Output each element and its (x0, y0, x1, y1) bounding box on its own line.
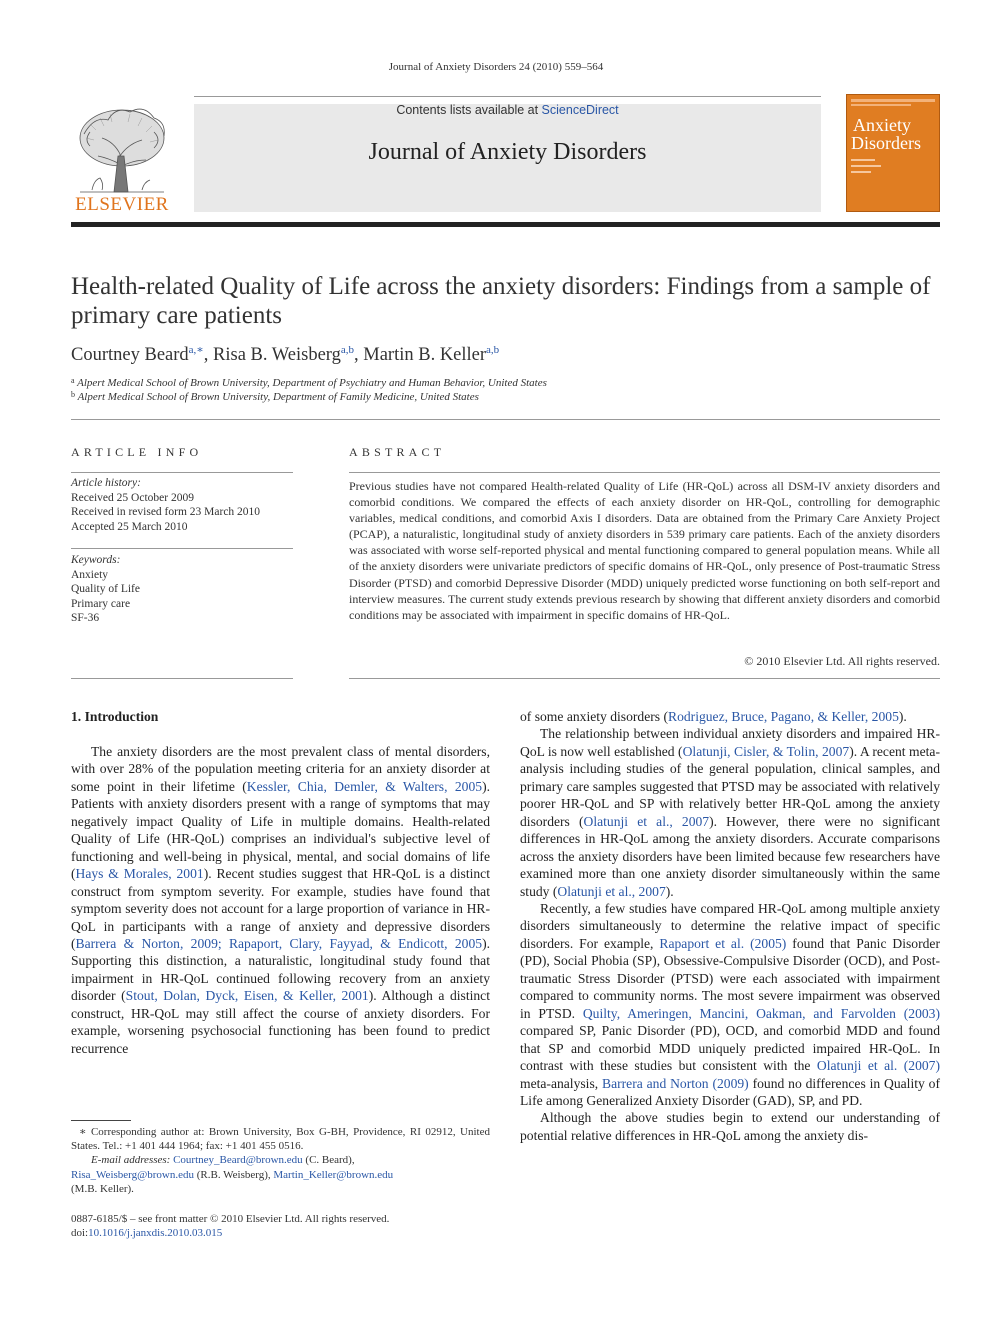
citation-link[interactable]: Olatunji, Cisler, & Tolin, 2007 (682, 743, 850, 759)
doi-link[interactable]: 10.1016/j.janxdis.2010.03.015 (88, 1227, 223, 1239)
paragraph-text: ). Recent studies suggest that HR-QoL is a distinct construct from symptom severity. For example, studies have found that symptom severity does not account for a large proportion of variance in HR-QoL in participants with a range of anxiety and depressive disorders ( (71, 866, 490, 951)
abstract-heading: ABSTRACT (349, 445, 446, 459)
paragraph-text: meta-analysis, (520, 1075, 602, 1091)
paragraph-text: ). However, there were no significant differences in HR-QoL among the anxiety disorders. Accurate comparisons across the anxiety disorders have been limited because few researchers have examined more than one anxiety disorder simultaneously within the same study ( (520, 813, 940, 899)
paragraph-text: The anxiety disorders are the most prevalent class of mental disorders, with over 28% of the population meeting criteria for an anxiety disorder at some point in their lifetime ( (71, 744, 490, 794)
article-title: Health-related Quality of Life across the anxiety disorders: Findings from a sample of primary care patients (71, 273, 931, 329)
header-top-rule (194, 96, 821, 97)
keyword: SF-36 (71, 612, 100, 625)
paragraph (520, 900, 940, 1109)
affiliation-a: $^a$ Alpert Medical School of Brown University, Department of Psychiatry and Human Behavior, United States (71, 376, 547, 389)
paragraph-text: ). (665, 883, 674, 899)
header-thick-rule (71, 222, 940, 227)
paragraph-text: of some anxiety disorders ( (520, 709, 668, 724)
section-heading: 1. Introduction (71, 709, 159, 724)
paragraph-text: found no differences in Quality of Life among Generalized Anxiety Disorder (GAD), SP, and PD. (520, 1075, 940, 1108)
citation-link[interactable]: Kessler, Chia, Demler, & Walters, 2005 (246, 778, 483, 794)
corresponding-author-note: ∗ Corresponding author at: Brown University, Box G-BH, Providence, RI 02912, United States. Tel.: +1 401 444 1964; fax: +1 401 455 0516. E-mail addresses: Courtney_Beard@brown.edu (C. Beard), Risa_Weisberg@brown.edu (R.B. Weisberg), Martin_Keller@brown.edu (M.B. Keller). (71, 1126, 490, 1195)
email-link[interactable]: Risa_Weisberg@brown.edu (71, 1168, 194, 1181)
journal-cover-image[interactable] (846, 94, 940, 212)
citation-link[interactable]: Rodriguez, Bruce, Pagano, & Keller, 2005 (668, 709, 899, 724)
author-name[interactable]: Martin B. Keller (363, 345, 487, 365)
cover-title-1: Anxiety (853, 115, 911, 135)
article-info-heading: ARTICLE INFO (71, 445, 203, 459)
article-history: Article history: Received 25 October 2009 Received in revised form 23 March 2010 Accepted 25 March 2010 (71, 477, 261, 533)
info-rule (71, 548, 293, 549)
citation-link[interactable]: Barrera and Norton (2009) (602, 1075, 749, 1091)
citation-link[interactable]: Olatunji et al., 2007 (557, 883, 666, 899)
journal-citation: Journal of Anxiety Disorders 24 (2010) 559–564 (388, 61, 604, 73)
contents-line: Contents lists available at ScienceDirect (396, 103, 619, 117)
issn-line: 0887-6185/$ – see front matter © 2010 Elsevier Ltd. All rights reserved. (71, 1213, 390, 1225)
abstract-rule (349, 472, 940, 473)
journal-name: Journal of Anxiety Disorders (368, 139, 647, 165)
author-name[interactable]: Risa B. Weisberg (213, 345, 341, 365)
author-affiliation-mark[interactable]: a,∗ (188, 344, 204, 356)
citation-link[interactable]: Stout, Dolan, Dyck, Eisen, & Keller, 2001 (125, 988, 369, 1004)
paragraph-text: ). Although a distinct construct, HR-QoL may still affect the course of anxiety disorders. For example, worsening psychosocial functioning has been found to predict recurrence (71, 988, 490, 1056)
info-bottom-rule (71, 678, 293, 679)
paragraph-text: ). Patients with anxiety disorders present with a range of symptoms that may negatively impact Quality of Life in multiple domains. Health-related Quality of Life (HR-QoL) comprises an individual's subjective level of functioning and well-being in physical, mental, and social domains of life ( (71, 778, 490, 882)
paragraph (520, 708, 940, 725)
citation-link[interactable]: Quilty, Ameringen, Mancini, Oakman, and Farvolden (2003) (582, 1005, 940, 1021)
paragraph (520, 725, 940, 900)
citation-link[interactable]: Olatunji et al., 2007 (583, 813, 710, 829)
paragraph-text: ). (898, 709, 907, 724)
email-link[interactable]: Courtney_Beard@brown.edu (173, 1154, 303, 1167)
cover-title-2: Disorders (851, 133, 921, 153)
footnote-rule (71, 1120, 131, 1121)
paragraph-text: Although the above studies begin to extend our understanding of potential relative differences in HR-QoL among the anxiety dis- (520, 1110, 940, 1143)
paragraph-text: ). A recent meta-analysis including studies of the general population, clinical samples, and primary care samples suggested that PTSD may be associated with relatively poorer HR-QoL and SP with relatively better HR-QoL among the anxiety disorders ( (520, 743, 940, 829)
paragraph-text: ). Supporting this distinction, a naturalistic, longitudinal study found that impairment in HR-QoL continued following recovery from an anxiety disorder ( (71, 935, 490, 1004)
abstract-bottom-rule (349, 678, 940, 679)
author-affiliation-mark[interactable]: a,b (340, 344, 354, 356)
doi-line: doi:10.1016/j.janxdis.2010.03.015 (71, 1227, 223, 1239)
keyword: Quality of Life (71, 583, 140, 596)
paragraph-text: compared SP, Panic Disorder (PD), OCD, and comorbid MDD and found that SP and comorbid MDD uniquely predicted impaired HR-QoL. In contrast with these studies but consistent with the (520, 1023, 940, 1074)
affiliation-rule (71, 419, 940, 420)
paragraph-text: found that Panic Disorder (PD), Social Phobia (SP), Obsessive-Compulsive Disorder (OCD), and Post-traumatic Stress Disorder (PTSD) were each associated with impairment compared to community norms. The most severe impairment was observed in PTSD. (520, 935, 940, 1021)
author-list: Courtney Beard$^{a,∗}$, Risa B. Weisberg$^{a,b}$, Martin B. Keller$^{a,b}$ (71, 344, 500, 365)
info-rule (71, 472, 293, 473)
abstract-text: Previous studies have not compared Health-related Quality of Life (HR-QoL) across all DSM-IV anxiety disorders and comorbid conditions. We compared the effects of each anxiety disorder on HR-QoL, controlling for demographic variables, medical conditions, and comorbid Axis I disorders. Data are obtained from the Primary Care Anxiety Project (PCAP), a naturalistic, longitudinal study of anxiety disorders in 539 primary care patients. Each of the anxiety disorders was associated with worse self-reported physical and mental functioning compared to general population means. While all of the anxiety disorders were univariate predictors of specific domains of HR-QoL, only presence of Post-traumatic Stress Disorder (PTSD) and comorbid Depressive Disorder (MDD) uniquely predicted worse functioning on both self-report and interview measures. The current study extends previous research by showing that different anxiety disorders and comorbid conditions may be associated with impairment in specific domains of HR-QoL. (349, 479, 940, 622)
author-name[interactable]: Courtney Beard (71, 345, 189, 365)
keyword: Primary care (71, 597, 131, 610)
left-column (71, 743, 490, 1057)
paragraph-text: The relationship between individual anxiety disorders and impaired HR-QoL is now well established ( (520, 726, 940, 759)
paragraph (71, 743, 490, 1057)
email-link[interactable]: Martin_Keller@brown.edu (273, 1168, 394, 1181)
author-affiliation-mark[interactable]: a,b (486, 344, 500, 356)
citation-link[interactable]: Olatunji et al. (2007) (816, 1058, 941, 1074)
keywords: Keywords: Anxiety Quality of Life Primary care SF-36 (71, 554, 140, 625)
sciencedirect-link[interactable]: ScienceDirect (541, 103, 619, 117)
citation-link[interactable]: Hays & Morales, 2001 (75, 866, 204, 882)
right-column (520, 708, 940, 1144)
keyword: Anxiety (71, 568, 109, 581)
citation-link[interactable]: Rapaport et al. (2005) (659, 935, 787, 951)
affiliation-b: $^b$ Alpert Medical School of Brown University, Department of Family Medicine, United States (71, 390, 479, 403)
paragraph-text: Recently, a few studies have compared HR-QoL among multiple anxiety disorders simultaneously to determine the relative impact of specific disorders. For example, (520, 900, 940, 951)
copyright: © 2010 Elsevier Ltd. All rights reserved. (744, 654, 940, 668)
elsevier-wordmark: ELSEVIER (75, 194, 169, 215)
citation-link[interactable]: Barrera & Norton, 2009; Rapaport, Clary, Fayyad, & Endicott, 2005 (75, 935, 483, 951)
paragraph (520, 1109, 940, 1144)
